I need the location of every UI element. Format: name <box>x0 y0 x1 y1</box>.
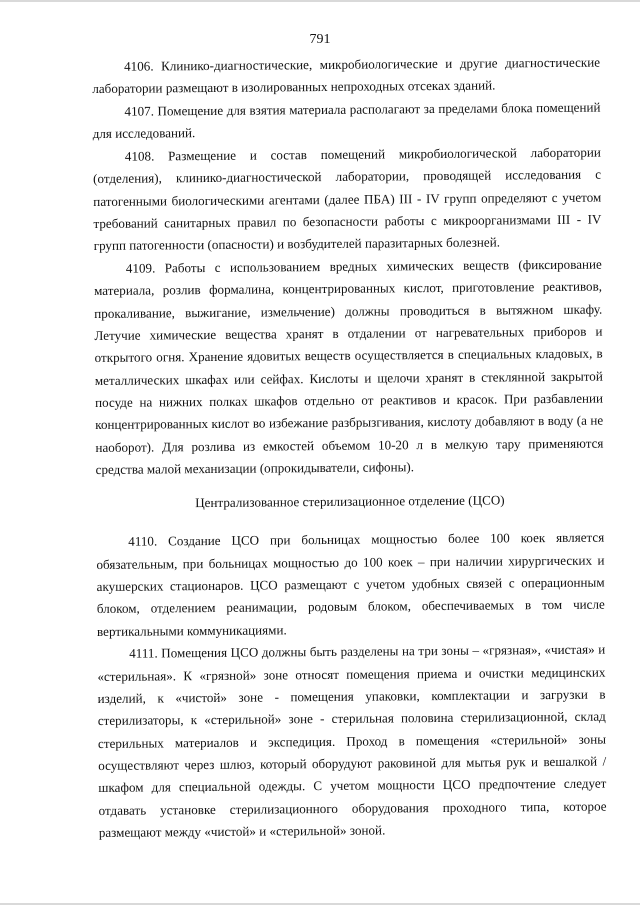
paragraph-4108: 4108. Размещение и состав помещений микробиологической лаборатории (отделения), клинико-диагностической лаборатории, проводящей исследования с патогенными биологическими агентами (далее ПБА) III - IV групп определяют с учетом требований санитарных правил по безопасности работы с микроорганизмами III - IV групп патогенности (опасности) и возбудителей паразитарных болезней. <box>93 144 602 254</box>
document-body <box>92 52 607 845</box>
page-number: 791 <box>309 32 331 47</box>
paragraph-4111: 4111. Помещения ЦСО должны быть разделены на три зоны – «грязная», «чистая» и «стерильная». К «грязной» зоне относят помещения приема и очистки медицинских изделий, к «чистой» зоне - помещения упаковки, комплектации и загрузки в стерилизаторы, к «стерильной» зоне - стерильная половина стерилизационной, склад стерильных материалов и экспедиция. Проход в помещения «стерильной» зоны осуществляют через шлюз, который оборудуют раковиной для мытья рук и вешалкой / шкафом для специальной одежды. С учетом мощности ЦСО предпочтение следует отдавать установке стерилизационного оборудования проходного типа, которое размещают между «чистой» и «стерильной» зоной. <box>97 641 607 840</box>
paragraph-4106: 4106. Клинико-диагностические, микробиологические и другие диагностические лаборатории размещают в изолированных непроходных отсеках зданий. <box>92 54 601 97</box>
section-heading: Централизованное стерилизационное отделение (ЦСО) <box>195 492 505 511</box>
paragraph-4107: 4107. Помещение для взятия материала располагают за пределами блока помещений для исследований. <box>92 99 601 142</box>
paragraph-4110: 4110. Создание ЦСО при больницах мощностью более 100 коек является обязательным, при больницах мощностью до 100 коек – при наличии хирургических и акушерских стационаров. ЦСО размещают с учетом удобных связей с операционным блоком, отделением реанимации, родовым блоком, обеспечиваемых в том числе вертикальными коммуникациями. <box>96 529 605 639</box>
paragraph-4109: 4109. Работы с использованием вредных химических веществ (фиксирование материала, розлив формалина, концентрированных кислот, приготовление реактивов, прокаливание, выжигание, измельчение) должны проводиться в вытяжном шкафу. Летучие химические вещества хранят в отдалении от нагревательных приборов и открытого огня. Хранение ядовитых веществ осуществляется в специальных кладовых, в металлических шкафах или сейфах. Кислоты и щелочи хранят в стеклянной закрытой посуде на нижних полках шкафов отдельно от реактивов и красок. При разбавлении концентрированных кислот во избежание разбрызгивания, кислоту добавляют в воду (а не наоборот). Для розлива из емкостей объемом 10-20 л в мелкую тару применяются средства малой механизации (опрокидыватели, сифоны). <box>93 256 604 477</box>
scan-edge-top <box>0 0 640 2</box>
